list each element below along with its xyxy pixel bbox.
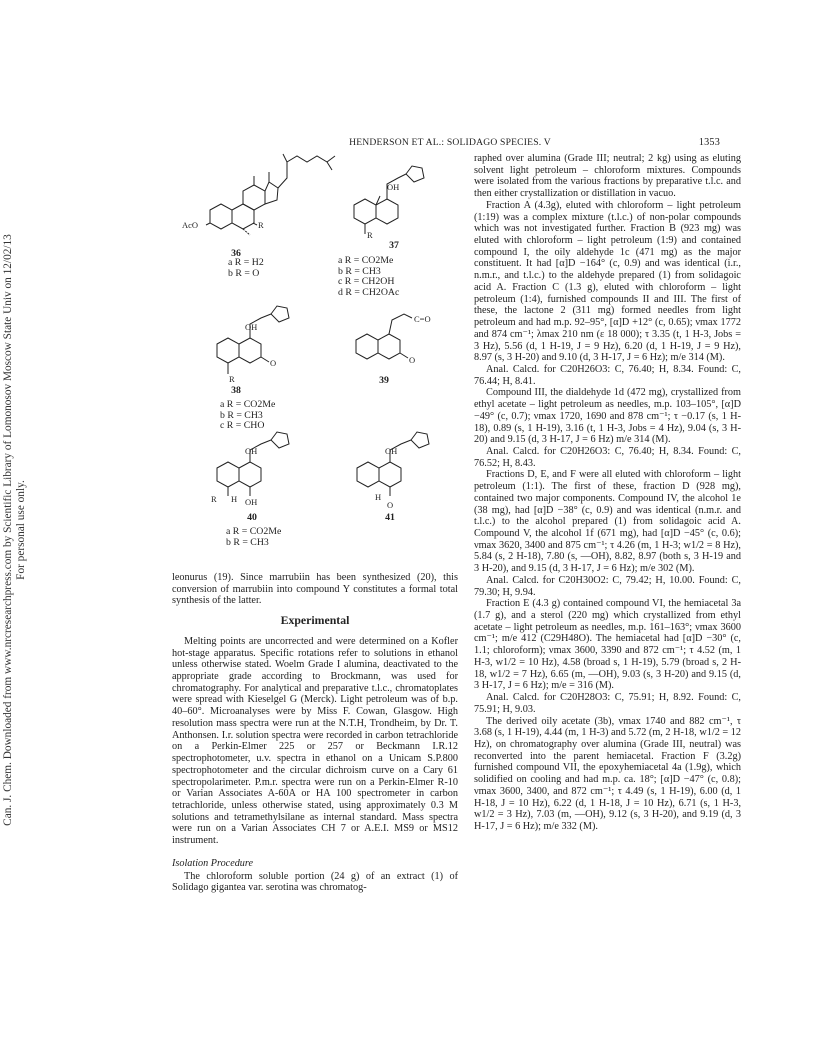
- substituent-38b: b R = CH3: [220, 409, 263, 421]
- hydroxyl-label: OH: [385, 446, 398, 456]
- fraction-e-paragraph: Fraction E (4.3 g) contained compound VI, the hemiacetal 3a (1.7 g), and a sterol (220 mg) which crystallized from ethyl acetate – light petroleum as needles, m.p. 161–163°; νmax 3600 cm⁻¹; m/e 412 (C29H48O). The hemiacetal had [α]D −30° (c, 1.1; chloroform); νmax 3600, 3390 and 872 cm⁻¹; τ 4.52 (m, 1 H-3, w1/2 = 10 Hz), 4.58 (broad s, 1 H-19), 5.79 (broad s, 2 H-18, w1/2 = 7 Hz), 6.65 (m, —OH), 9.03 (s, 3 H-20) and 9.15 (d, 3 H-17, J = 6 Hz); m/e = 316 (M).: [474, 598, 741, 692]
- substituent-36b: b R = O: [228, 267, 260, 279]
- analysis-hemiacetal-paragraph: Anal. Calcd. for C20H28O3: C, 75.91; H, 8.92. Found: C, 75.91; H, 9.03.: [474, 692, 741, 715]
- h-label: H: [231, 494, 238, 504]
- ketone-o-label: O: [387, 500, 394, 510]
- fractions-def-paragraph: Fractions D, E, and F were all eluted with chloroform – light petroleum (1:1). The first of these, fraction D (928 mg), contained two major components. Compound IV, the alcohol 1e (38 mg), had [α]D −38° (c, 0.9) and was identical (n.m.r. and t.l.c.) to the alcohol prepared (1) from solidagoic acid A. Compound V, the alcohol 1f (671 mg), had [α]D −45° (c, 0.6); νmax 3620, 3400 and 875 cm⁻¹; τ 4.26 (m, 1 H-3; w1/2 = 8 Hz), 5.84 (s, 2 H-18), 7.80 (s, —OH), 8.82, 8.97 (both s, 3 H-19 and 3 H-20), and 9.15 (d, 3 H-17, J = 6 Hz); m/e 302 (M).: [474, 469, 741, 575]
- substituent-37c: c R = CH2OH: [338, 276, 395, 288]
- substituent-38a: a R = CO2Me: [220, 399, 276, 410]
- structure-37: [340, 160, 455, 240]
- structure-39-drawing: [342, 298, 457, 378]
- substituent-36a: a R = H2: [228, 257, 264, 268]
- substituents-38: [220, 400, 275, 432]
- page-number: 1353: [698, 137, 720, 148]
- structure-40-drawing: [205, 430, 320, 515]
- section-heading-experimental: Experimental: [280, 613, 350, 628]
- structure-40: [205, 430, 320, 515]
- acetoxy-label: AcO: [182, 220, 199, 230]
- compound-number-39: 39: [379, 375, 389, 386]
- substituents-37: [338, 256, 399, 298]
- structure-36-drawing: [180, 148, 355, 248]
- analysis-dialdehyde-paragraph: Anal. Calcd. for C20H26O3: C, 76.40; H, 8.34. Found: C, 76.52; H, 8.43.: [474, 445, 741, 469]
- r-label: R: [367, 230, 373, 240]
- r-label: R: [211, 494, 217, 504]
- watermark-usage-line: For personal use only.: [15, 480, 27, 580]
- substituent-38c: c R = CHO: [220, 420, 265, 432]
- structure-41-drawing: [345, 430, 455, 515]
- structure-36: [180, 148, 355, 248]
- compound-number-38: 38: [231, 385, 241, 396]
- subsection-heading-isolation: Isolation Procedure: [172, 857, 254, 869]
- structure-39: [342, 298, 457, 378]
- compound-number-36: 36: [231, 248, 241, 259]
- structure-41: [345, 430, 455, 515]
- structure-38: [205, 300, 315, 385]
- chromatography-paragraph: raphed over alumina (Grade III; neutral; 2 kg) using as eluting solvent light petroleum – chloroform mixtures. Compounds were isolated from the various fractions by preparative t.l.c. and then either crystallization or distillation in vacuo.: [474, 153, 741, 200]
- running-head: HENDERSON ET AL.: SOLIDAGO SPECIES. V: [349, 137, 551, 148]
- download-watermark: [2, 170, 30, 890]
- substituent-40a: a R = CO2Me: [226, 526, 282, 537]
- lactone-carbonyl-label: C=O: [414, 314, 431, 324]
- substituents-40: [226, 527, 281, 548]
- r-label: R: [229, 374, 235, 384]
- fractions-abc-paragraph: Fraction A (4.3g), eluted with chloroform – light petroleum (1:19) was a complex mixture (t.l.c.) of non-polar compounds which was not investigated further. Fraction B (923 mg) was eluted with chloroform – light petroleum (1:9) and contained compound I, the oily aldehyde 1c (471 mg) as the major constituent. It had [α]D −164° (c, 0.9) and was identical (i.r., n.m.r., and t.l.c.) to the aldehyde prepared (1) from solidagoic acid A. Fraction C (1.3 g), eluted with chloroform – light petroleum (1:4), furnished compounds II and III. The first of these, the lactone 2 (311 mg) formed needles from light petroleum and had m.p. 92–95°, [α]D +12° (c, 0.65); νmax 1772 and 874 cm⁻¹; λmax 210 nm (ε 18 000); τ 3.35 (t, 1 H-3, Jobs = 3 Hz), 5.56 (d, 1 H-19, J = 9 Hz), 6.20 (d, 1 H-19, J = 9 Hz), 8.97 (s, 3 H-20) and 9.10 (d, 3 H-17, J = 6 Hz); m/e 314 (M).: [474, 199, 741, 364]
- analysis-alcohol-paragraph: Anal. Calcd. for C20H30O2: C, 79.42; H, 10.00. Found: C, 79.30; H, 9.94.: [474, 574, 741, 598]
- watermark-source-line: Can. J. Chem. Downloaded from www.nrcresearchpress.com by Scientific Library of Lomonosov Moscow State Univ on 12/02/13: [2, 234, 14, 826]
- intro-paragraph: leonurus (19). Since marrubiin has been synthesized (20), this conversion of marrubiin into compound Y constitutes a formal total synthesis of the latter.: [172, 572, 458, 607]
- substituents-36: [228, 258, 264, 279]
- ketone-o-label: O: [409, 355, 416, 365]
- methods-paragraph: Melting points are uncorrected and were determined on a Kofler hot-stage apparatus. Specific rotations refer to solutions in ethanol unless otherwise stated. Woelm Grade I alumina, deactivated to the appropriate grade according to Brockmann, was used for chromatography. For analytical and preparative t.l.c., chromatoplates were spread with Kieselgel G (Merck). Light petroleum was of b.p. 40–60°. Microanalyses were by Miss F. Cowan, Glasgow. High resolution mass spectra were run at the N.T.H, Trondheim, by Dr. T. Anthonsen. I.r. solution spectra were recorded in carbon tetrachloride on a Perkin-Elmer 225 or 257 or Beckmann I.R.12 spectrophotometer, u.v. spectra in ethanol on a Unicam S.P.800 spectrophotometer and the circular dichroism curve on a Cary 61 spectropolarimeter. P.m.r. spectra were run on a Perkin-Elmer R-10 or Varian Associates A-60A or HA 100 spectrometer in carbon tetrachloride, unless otherwise stated, using approximately 0.3 M solutions and tetramethylsilane as internal standard. Mass spectra were run on a Varian Associates CH 7 or A.E.I. MS9 or MS12 instrument.: [172, 635, 458, 847]
- hydroxyl-label: OH: [245, 446, 258, 456]
- structure-37-drawing: [340, 160, 455, 240]
- analysis-lactone-paragraph: Anal. Calcd. for C20H26O3: C, 76.40; H, 8.34. Found: C, 76.44; H, 8.41.: [474, 363, 741, 387]
- substituent-37d: d R = CH2OAc: [338, 286, 400, 298]
- structure-38-drawing: [205, 300, 315, 385]
- compound-number-37: 37: [389, 240, 399, 251]
- compound-number-40: 40: [247, 512, 257, 523]
- h-label: H: [375, 492, 382, 502]
- left-column: [172, 572, 458, 894]
- hydroxyl-label-2: OH: [245, 497, 258, 507]
- compound-number-41: 41: [385, 512, 395, 523]
- substituent-37a: a R = CO2Me: [338, 255, 394, 266]
- hydroxyl-label: OH: [245, 322, 258, 332]
- ketone-o-label: O: [270, 358, 277, 368]
- r-label: R: [258, 220, 264, 230]
- isolation-paragraph: The chloroform soluble portion (24 g) of an extract (1) of Solidago gigantea var. serotina was chromatog-: [172, 870, 458, 894]
- substituent-40b: b R = CH3: [226, 536, 269, 548]
- hydroxyl-label: OH: [387, 182, 400, 192]
- substituent-37b: b R = CH3: [338, 265, 381, 277]
- acetate-paragraph: The derived oily acetate (3b), νmax 1740 and 882 cm⁻¹, τ 3.68 (s, 1 H-19), 4.44 (m, 1 H-3) and 5.72 (m, 2 H-18, w1/2 = 12 Hz), on chromatography over alumina (Grade III, neutral) was reconverted into the parent hemiacetal. Fraction F (3.2g) furnished compound VII, the epoxyhemiacetal 4a (1.9g), which solidified on cooling and had m.p. ca. 18°; [α]D −47° (c, 0.8); νmax 3600, 3400, and 872 cm⁻¹; τ 4.49 (s, 1 H-19), 6.00 (d, 1 H-18, J = 10 Hz), 6.22 (d, 1 H-18, J = 10 Hz), 6.71 (s, 1 H-3, w1/2 = 3 Hz), 7.03 (m, —OH), 9.12 (s, 3 H-20), and 9.19 (d, 3 H-17, J = 6 Hz); m/e 332 (M).: [474, 715, 741, 832]
- compound-iii-paragraph: Compound III, the dialdehyde 1d (472 mg), crystallized from ethyl acetate – light petroleum as needles, m.p. 103–105°, [α]D −49° (c, 0.7); νmax 1720, 1690 and 878 cm⁻¹; τ −0.17 (s, 1 H-18), 0.89 (s, 1 H-19), 3.16 (t, 1 H-3, Jobs = 4 Hz), 9.04 (s, 3 H-20) and 9.15 (d, 3 H-17, J = 6 Hz) m/e 314 (M).: [474, 387, 741, 446]
- right-column: [474, 153, 741, 833]
